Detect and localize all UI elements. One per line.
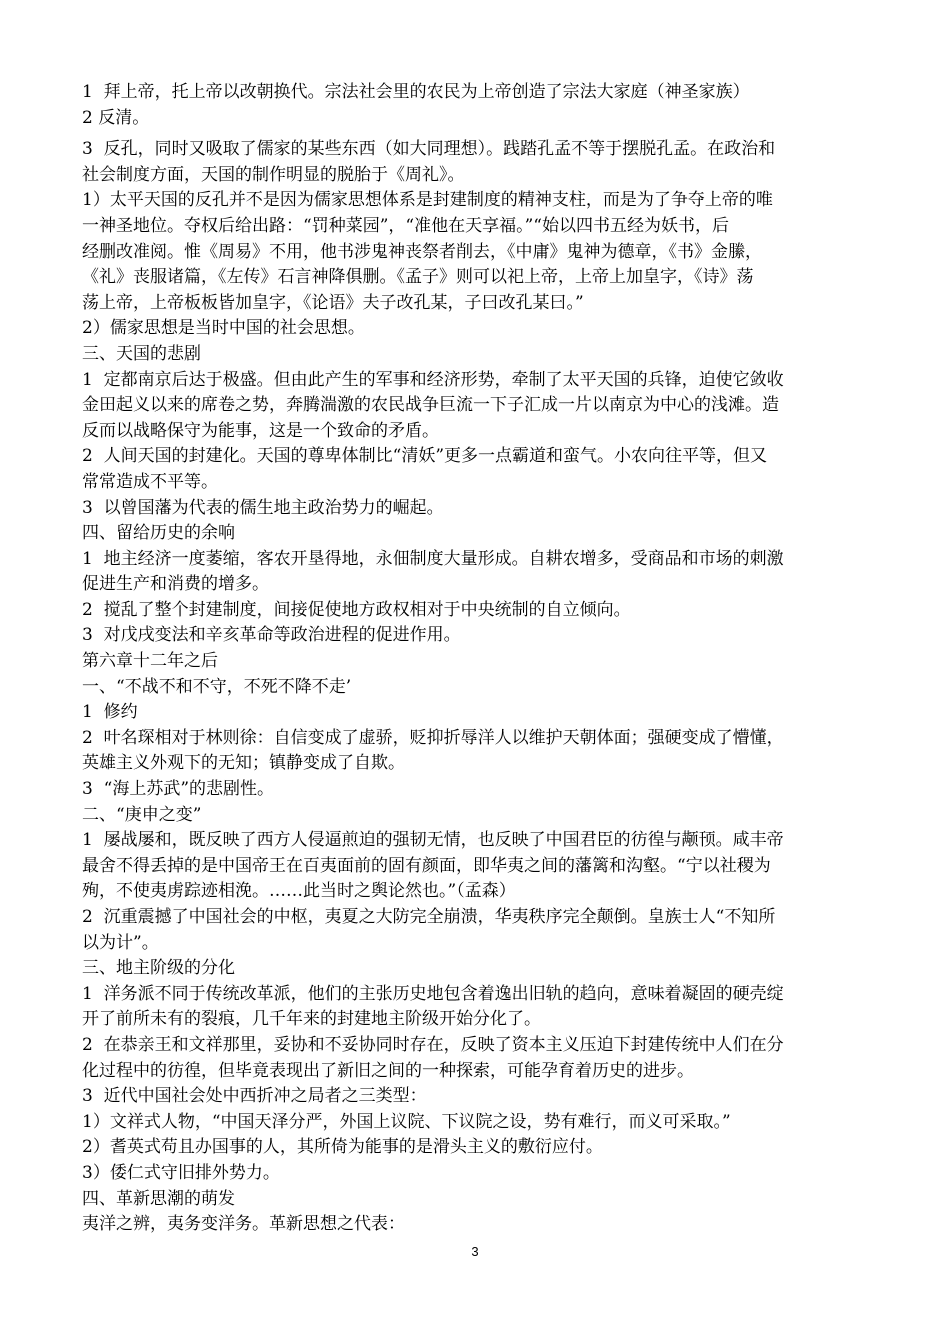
text-line: 2 在恭亲王和文祥那里，妥协和不妥协同时存在，反映了资本主义压迫下封建传统中人们在分 — [82, 1034, 784, 1055]
text-line: 1 洋务派不同于传统改革派，他们的主张历史地包含着逸出旧轨的趋向，意味着凝固的硬壳绽 — [82, 983, 784, 1004]
text-line: 1）文祥式人物，“中国天泽分严，外国上议院、下议院之设，势有难行，而义可采取。” — [82, 1111, 731, 1132]
text-line: 英雄主义外观下的无知；镇静变成了自欺。 — [82, 753, 405, 774]
text-line: 2 叶名琛相对于林则徐：自信变成了虚骄，贬抑折辱洋人以维护天朝体面；强硬变成了懵懂， — [82, 727, 784, 748]
text-line: 3 近代中国社会处中西折冲之局者之三类型： — [82, 1086, 427, 1107]
section-heading: 四、留给历史的余响 — [82, 523, 235, 544]
text-line: 开了前所未有的裂痕，几千年来的封建地主阶级开始分化了。 — [82, 1009, 541, 1030]
text-line: 荡上帝，上帝板板皆加皇字，《论语》夫子改孔某，子曰改孔某曰。” — [82, 292, 584, 313]
text-line: 3 反孔，同时又吸取了儒家的某些东西（如大同理想）。践踏孔孟不等于摆脱孔孟。在政治和 — [82, 139, 776, 160]
chapter-heading: 第六章十二年之后 — [82, 651, 218, 672]
page-number: 3 — [471, 1244, 479, 1259]
text-line: 金田起义以来的席卷之势，奔腾湍激的农民战争巨流一下子汇成一片以南京为中心的浅滩。造 — [82, 395, 779, 416]
section-heading: 三、地主阶级的分化 — [82, 958, 235, 979]
text-line: 化过程中的彷徨，但毕竟表现出了新旧之间的一种探索，可能孕育着历史的进步。 — [82, 1060, 694, 1081]
text-line: 2）耆英式苟且办国事的人，其所倚为能事的是滑头主义的敷衍应付。 — [82, 1137, 603, 1158]
text-line: 一神圣地位。夺权后给出路：“罚种菜园”，“准他在天享福。”“始以四书五经为妖书，后 — [82, 215, 729, 236]
text-line: 殉，不使夷虏踪迹相浼。……此当时之舆论然也。”（孟森） — [82, 881, 516, 902]
text-line: 常常造成不平等。 — [82, 471, 218, 492]
text-line: 3 对戊戌变法和辛亥革命等政治进程的促进作用。 — [82, 625, 461, 646]
document-body — [82, 80, 882, 1238]
section-heading: 三、天国的悲剧 — [82, 343, 201, 364]
text-line: 2 搅乱了整个封建制度，间接促使地方政权相对于中央统制的自立倾向。 — [82, 599, 631, 620]
section-heading: 一、“不战不和不守，不死不降不走’ — [82, 676, 352, 697]
text-line: 最舍不得丢掉的是中国帝王在百夷面前的固有颜面，即华夷之间的藩篱和沟壑。“宁以社稷为 — [82, 855, 771, 876]
text-line: 2 沉重震撼了中国社会的中枢，夷夏之大防完全崩溃，华夷秩序完全颠倒。皇族士人“不知所 — [82, 907, 776, 927]
text-line: 以为计”。 — [82, 932, 159, 953]
text-line: 3 “海上苏武”的悲剧性。 — [82, 779, 275, 800]
text-line: 2 人间天国的封建化。天国的尊卑体制比“清妖”更多一点霸道和蛮气。小农向往平等，但又 — [82, 446, 768, 467]
text-line: 3）倭仁式守旧排外势力。 — [82, 1162, 280, 1183]
text-line: 1 屡战屡和，既反映了西方人侵逼煎迫的强韧无情，也反映了中国君臣的彷徨与颟顸。咸丰帝 — [82, 830, 784, 851]
text-line: 2 反清。 — [82, 107, 150, 128]
text-line: 1）太平天国的反孔并不是因为儒家思想体系是封建制度的精神支柱，而是为了争夺上帝的唯 — [82, 190, 773, 211]
text-line: 1 拜上帝，托上帝以改朝换代。宗法社会里的农民为上帝创造了宗法大家庭（神圣家族） — [82, 82, 750, 102]
text-line: 2）儒家思想是当时中国的社会思想。 — [82, 318, 365, 339]
text-line: 经删改准阅。惟《周易》不用，他书涉鬼神丧祭者削去，《中庸》鬼神为德章，《书》金縢， — [82, 241, 762, 262]
text-line: 1 修约 — [82, 702, 138, 723]
text-line: 《礼》丧服诸篇，《左传》石言神降俱删。《孟子》则可以祀上帝，上帝上加皇字，《诗》荡 — [82, 267, 754, 288]
text-line: 1 定都南京后达于极盛。但由此产生的军事和经济形势，牵制了太平天国的兵锋，迫使它敛收 — [82, 369, 784, 390]
text-line: 3 以曾国藩为代表的儒生地主政治势力的崛起。 — [82, 497, 444, 518]
section-heading: 四、革新思潮的萌发 — [82, 1188, 235, 1209]
text-line: 社会制度方面，天国的制作明显的脱胎于《周礼》。 — [82, 164, 465, 185]
text-line: 促进生产和消费的增多。 — [82, 574, 269, 595]
section-heading: 二、“庚申之变” — [82, 804, 202, 825]
text-line: 反而以战略保守为能事，这是一个致命的矛盾。 — [82, 420, 439, 441]
text-line: 1 地主经济一度萎缩，客农开垦得地，永佃制度大量形成。自耕农增多，受商品和市场的刺激 — [82, 548, 784, 569]
text-line: 夷洋之辨，夷务变洋务。革新思想之代表： — [82, 1214, 405, 1235]
